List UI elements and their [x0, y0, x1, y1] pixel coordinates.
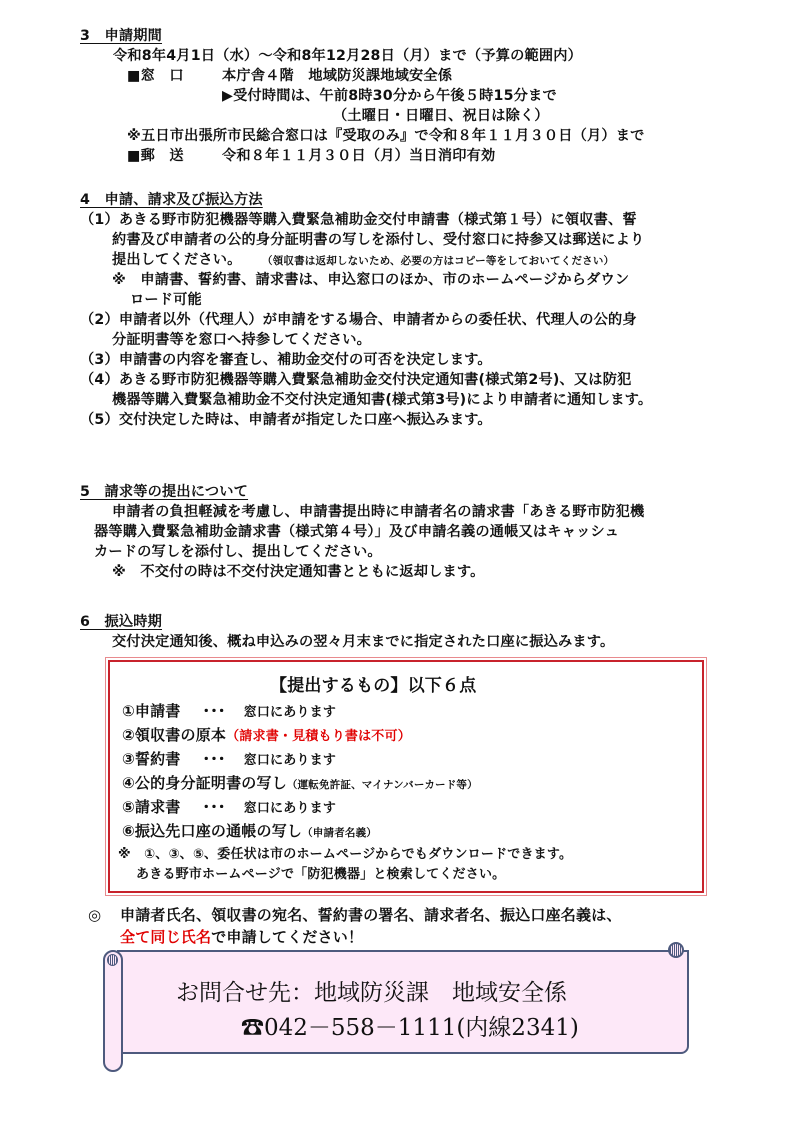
notice-line-1: 申請者氏名、領収書の宛名、誓約書の署名、請求者名、振込口座名義は、	[120, 906, 622, 924]
box-footnote: ※ ①、③、⑤、委任状は市のホームページからでもダウンロードできます。	[118, 847, 573, 862]
section-4-line: 分証明書等を窓口へ持参してください。	[112, 332, 371, 348]
item-note: 窓口にあります	[243, 753, 337, 768]
item-note: （運転免許証、マイナンバーカード等）	[286, 779, 478, 791]
section-5-heading: 5 請求等の提出について	[80, 484, 249, 500]
section-4-line: （1）あきる野市防犯機器等購入費緊急補助金交付申請書（様式第１号）に領収書、誓	[80, 212, 637, 228]
item-label: ⑥振込先口座の通帳の写し	[122, 822, 303, 840]
box-title: 【提出するもの】以下６点	[270, 676, 477, 696]
item-note-red: （請求書・見積もり書は不可）	[226, 729, 411, 744]
window-label: ■窓 口	[127, 68, 184, 84]
branch-note: ※五日市出張所市民総合窓口は『受取のみ』で令和８年１１月３０日（月）まで	[127, 128, 645, 144]
mail-value: 令和８年１１月３０日（月）当日消印有効	[222, 148, 496, 164]
item-sep: ･･･	[202, 750, 226, 768]
item-note: 窓口にあります	[243, 801, 337, 816]
phone-icon: ☎	[241, 1015, 264, 1041]
window-value: 本庁舎４階 地域防災課地域安全係	[222, 68, 453, 84]
scroll-curl-right-icon	[668, 942, 684, 958]
item-label: ①申請書	[122, 702, 181, 720]
submission-item	[122, 701, 336, 723]
submission-item	[122, 749, 336, 771]
contact-scroll-banner	[103, 942, 693, 1077]
section-4-line: （4）あきる野市防犯機器等購入費緊急補助金交付決定通知書(様式第2号)、又は防犯	[80, 372, 632, 388]
submission-item	[122, 725, 411, 747]
section-4-line: （5）交付決定した時は、申請者が指定した口座へ振込みます。	[80, 412, 492, 428]
item-label: ④公的身分証明書の写し	[122, 774, 287, 792]
section-4-line: （2）申請者以外（代理人）が申請をする場合、申請者からの委任状、代理人の公的身	[80, 312, 637, 328]
notice-rest: で申請してください！	[211, 928, 364, 946]
application-period: 令和8年4月1日（水）～令和8年12月28日（月）まで（予算の範囲内）	[113, 48, 583, 64]
section-4-line: ※ 申請書、誓約書、請求書は、申込窓口のほか、市のホームページからダウン	[112, 272, 630, 288]
scroll-left-roll	[103, 950, 123, 1072]
phone-number: 042－558－1111(内線2341)	[264, 1015, 579, 1041]
section-4-line: 提出してください。	[112, 252, 242, 268]
section-4-line: ロード可能	[130, 292, 202, 308]
contact-line-1: お問合せ先：地域防災課 地域安全係	[176, 980, 567, 1006]
reception-hours: ▶受付時間は、午前8時30分から午後５時15分まで	[222, 88, 557, 104]
item-sep: ･･･	[202, 702, 226, 720]
submission-item	[122, 773, 478, 795]
section-4-heading: 4 申請、請求及び振込方法	[80, 192, 263, 208]
item-note: （申請者名義）	[302, 827, 378, 839]
section-4-small-note: （領収書は返却しないため、必要の方はコピー等をしておいてください）	[262, 255, 615, 267]
section-5-line: ※ 不交付の時は不交付決定通知書とともに返却します。	[112, 564, 485, 580]
item-note: 窓口にあります	[243, 705, 337, 720]
scroll-curl-left-icon	[107, 954, 118, 966]
item-label: ②領収書の原本	[122, 726, 227, 744]
section-4-line: （3）申請書の内容を審査し、補助金交付の可否を決定します。	[80, 352, 492, 368]
contact-line-2	[241, 1009, 579, 1042]
mail-label: ■郵 送	[127, 148, 184, 164]
section-5-line: カードの写しを添付し、提出してください。	[94, 544, 382, 560]
item-label: ⑤請求書	[122, 798, 181, 816]
closed-days: （土曜日・日曜日、祝日は除く）	[333, 108, 549, 124]
item-sep: ･･･	[202, 798, 226, 816]
section-4-line: 約書及び申請者の公的身分証明書の写しを添付し、受付窓口に持参又は郵送により	[112, 232, 645, 248]
section-4-line: 機器等購入費緊急補助金不交付決定通知書(様式第3号)により申請者に通知します。	[112, 392, 653, 408]
section-6-heading: 6 振込時期	[80, 614, 163, 630]
submission-item	[122, 797, 336, 819]
section-5-line: 器等購入費緊急補助金請求書（様式第４号）」及び申請名義の通帳又はキャッシュ	[94, 524, 619, 540]
submission-items-box	[108, 660, 704, 893]
section-3-heading: 3 申請期間	[80, 28, 163, 44]
section-5-line: 申請者の負担軽減を考慮し、申請書提出時に申請者名の請求書「あきる野市防犯機	[112, 504, 645, 520]
item-label: ③誓約書	[122, 750, 181, 768]
section-6-line: 交付決定通知後、概ね申込みの翌々月末までに指定された口座に振込みます。	[112, 634, 615, 650]
box-footnote: あきる野市ホームページで「防犯機器」と検索してください。	[136, 867, 506, 882]
notice-emphasis: 全て同じ氏名	[120, 928, 212, 946]
submission-item	[122, 821, 377, 843]
double-circle-icon: ◎	[88, 906, 102, 924]
